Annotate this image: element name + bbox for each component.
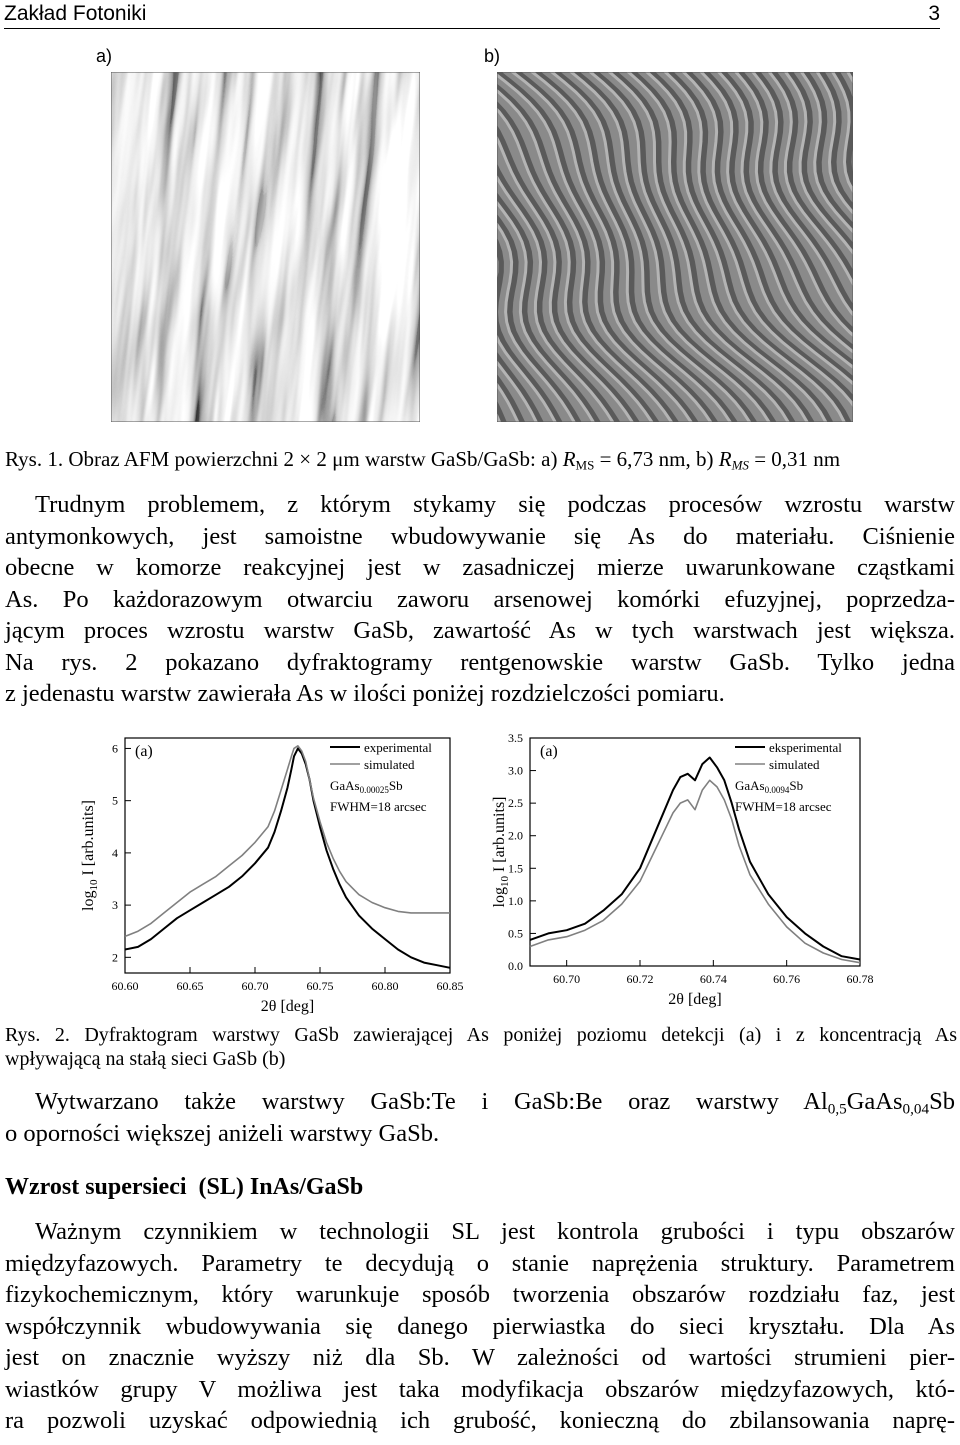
paragraph-3: Ważnym czynnikiem w technologii SL jest kontrola grubości i typu obszarów międzyfazowych. Parametry te decydują o stanie naprężenia struktury. Parametrem fizykochemicznym, który warunkuje sposób tworzenia obszarów rozdziału faz, jest współczynnik wbudowywania się danego pierwiastka do sieci kryształu. Dla As jest on znacznie wyższy niż dla Sb. W zależności od wartości strumieni pier- wiastków grupy V możliwa jest taka modyfikacja obszarów międzyfazowych, któ- ra pozwoli uzyskać odpowiednią ich grubość, konieczną do zbilansowania naprę- [5, 1218, 955, 1434]
x-tick-label: 60.72 [626, 972, 654, 986]
y-tick-label: 1.5 [508, 861, 523, 876]
x-tick-label: 60.70 [241, 979, 269, 993]
legend-simulated: simulated [769, 757, 820, 772]
x-tick-label: 60.85 [436, 979, 464, 993]
y-tick-label: 2 [112, 950, 118, 965]
y-tick-label: 5 [112, 793, 118, 808]
x-tick-label: 60.78 [846, 972, 874, 986]
x-tick-label: 60.65 [176, 979, 204, 993]
y-tick-label: 1.0 [508, 893, 523, 908]
y-axis-label: $\log_{10} I$ [arb.units] [80, 800, 100, 911]
y-tick-label: 2.0 [508, 828, 523, 843]
y-tick-label: 6 [112, 741, 118, 756]
legend-experimental: experimental [364, 740, 432, 755]
x-tick-label: 60.60 [111, 979, 139, 993]
plot-frame [125, 738, 450, 973]
paragraph-1: Trudnym problemem, z którym stykamy się podczas procesów wzrostu warstw antymonkowych, jest samoistne wbudowywanie się As do materiału. Ciśnienie obecne w komorze reakcyjnej jest w zasadniczej mierze uwarunkowane cząstkami As. Po każdorazowym otwarciu zaworu arsenowej komórki efuzyjnej, poprzedza- jącym proces wzrostu warstw GaSb, zawartość As w tych warstwach jest większa. Na rys. 2 pokazano dyfraktogramy rentgenowskie warstw GaSb. Tylko jedna z jedenastu warstw zawierała As w ilości poniżej rozdzielczości pomiaru. [5, 491, 955, 707]
afm-image-a [111, 72, 420, 422]
figure1-caption: Rys. 1. Obraz AFM powierzchni 2 × 2 μm warstw GaSb/GaSb: a) $R_{MS} = 6,73$ nm, b) $R_{MS} = 0,31$ nm [5, 447, 841, 473]
xrd-chart-2 [490, 728, 890, 1018]
x-tick-label: 60.70 [553, 972, 581, 986]
legend-experimental: eksperimental [769, 740, 842, 755]
section-heading: Wzrost supersieci (SL) InAs/GaSb [5, 1174, 364, 1200]
y-tick-label: 3.5 [508, 731, 523, 745]
x-tick-label: 60.80 [371, 979, 399, 993]
figure2-caption: Rys. 2. Dyfraktogram warstwy GaSb zawierającej As poniżej poziomu detekcji (a) i z koncentracją As wpływającą na stałą sieci GaSb (b) [5, 1024, 957, 1070]
panel-label: (a) [540, 743, 558, 760]
y-tick-label: 3 [112, 898, 118, 913]
series-experimental-line [530, 758, 860, 960]
page-header [4, 2, 940, 29]
y-axis-label: $\log_{10} I$ [arb.units] [491, 796, 511, 908]
y-tick-label: 0.5 [508, 926, 523, 941]
legend-compound: GaAs$_{0.00025}$Sb [330, 778, 403, 795]
y-tick-label: 2.5 [508, 796, 523, 811]
figure1-label-b: b) [484, 46, 501, 66]
x-axis-label: 2θ [deg] [668, 991, 722, 1008]
paragraph-2: Wytwarzano także warstwy GaSb:Te i GaSb:Be oraz warstwy $Al_{0,5}GaAs_{0,04}Sb$ o oporności większej aniżeli warstwy GaSb. [5, 1088, 955, 1147]
figure1-label-a: a) [96, 46, 113, 66]
afm-image-b [497, 72, 853, 422]
y-tick-label: 3.0 [508, 763, 523, 778]
legend-simulated: simulated [364, 757, 415, 772]
x-tick-label: 60.76 [773, 972, 801, 986]
legend-fwhm: FWHM=18 arcsec [330, 799, 427, 814]
header-title: Zakład Fotoniki [4, 2, 147, 25]
x-tick-label: 60.75 [306, 979, 334, 993]
x-tick-label: 60.74 [699, 972, 727, 986]
page-number: 3 [928, 2, 940, 25]
legend-fwhm: FWHM=18 arcsec [735, 799, 832, 814]
xrd-chart-1 [75, 728, 485, 1018]
y-tick-label: 4 [112, 845, 118, 860]
y-tick-label: 0.0 [508, 959, 523, 973]
panel-label: (a) [135, 743, 153, 760]
series-simulated-line [125, 746, 450, 937]
legend-compound: GaAs$_{0.0094}$Sb [735, 778, 804, 795]
x-axis-label: 2θ [deg] [260, 998, 315, 1015]
